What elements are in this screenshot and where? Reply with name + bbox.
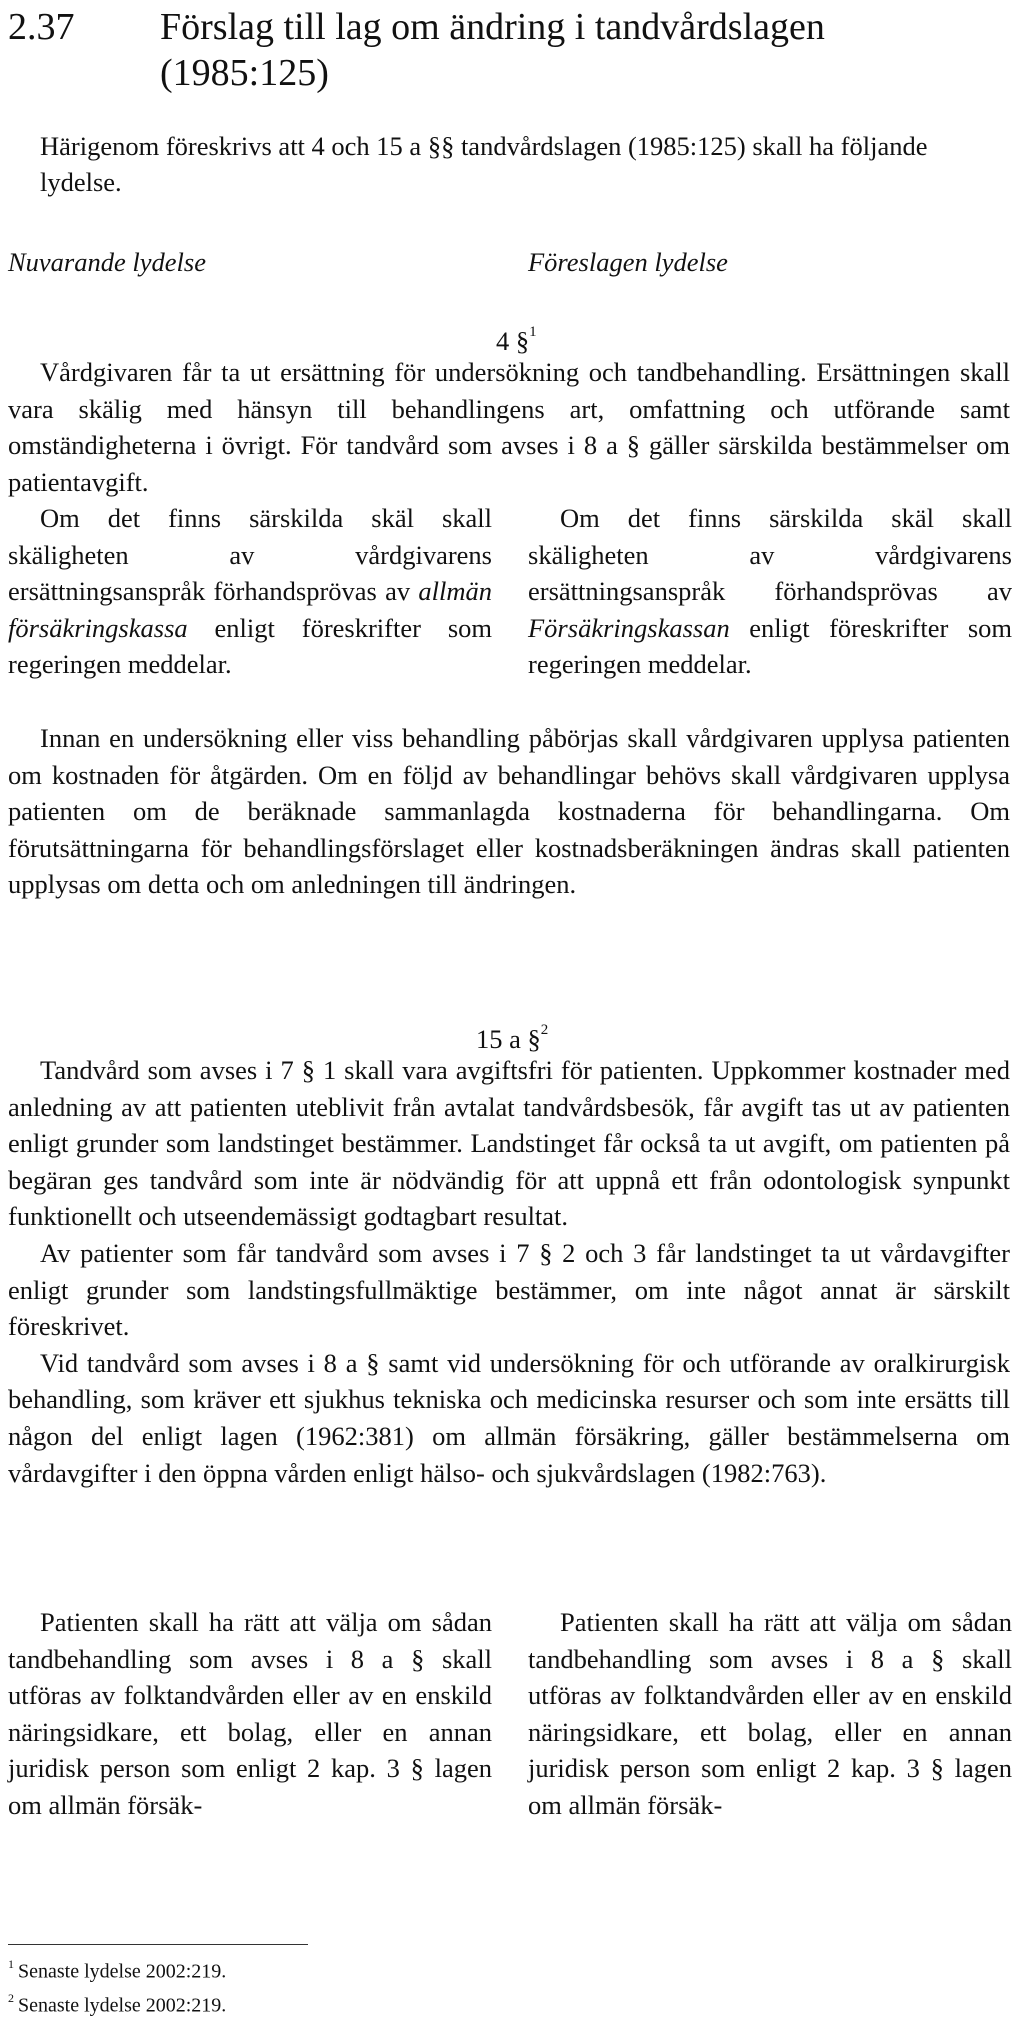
- amended-term-current: allmän försäkringskassa: [8, 576, 492, 643]
- amended-term-proposed: Försäkringskassan: [528, 612, 730, 643]
- section-title: Förslag till lag om ändring i tandvårdslagen (1985:125): [160, 6, 825, 94]
- para4-common-text: [8, 354, 1010, 500]
- para4-common-paragraph-2: Innan en undersökning eller viss behandling påbörjas skall vårdgivaren upplysa patienten om kostnaden för åtgärden. Om en följd av behandlingar behövs skall vårdgivaren upplysa patienten om de beräknade sammanlagda kostnaderna för behandlingarna. Om förutsättningarna för behandlingsförslaget eller kostnadsberäkningen ändras skall patienten upplysas om detta och om anledningen till ändringen.: [8, 723, 1010, 900]
- para15a-common-paragraph-1: Tandvård som avses i 7 § 1 skall vara avgiftsfri för patienten. Uppkommer kostnader med anledning av att patienten uteblivit från avtalat tandvårdsbesök, får avgift tas ut av patienten enligt grunder som landstinget bestämmer. Landstinget får också ta ut avgift, om patienten på begäran ges tandvård som inte är nödvändig för att uppnå ett från odontologisk synpunkt funktionellt och utseendemässigt godtagbart resultat.: [8, 1055, 1010, 1232]
- para4-common-text-2: [8, 720, 1010, 903]
- column-header-current: Nuvarande lydelse: [8, 247, 206, 277]
- para4-common-paragraph: Vårdgivaren får ta ut ersättning för undersökning och tandbehandling. Ersättningen skall vara skälig med hänsyn till behandlingens art, omfattning och utförande samt omständigheterna i övrigt. För tandvård som avses i 8 a § gäller särskilda bestämmelser om patientavgift.: [8, 357, 1010, 497]
- para15a-common-text: [8, 1052, 1010, 1491]
- footnote-2: $^2$ Senaste lydelse 2002:219.: [8, 1990, 227, 2017]
- footnote-ref: 2: [540, 1022, 549, 1038]
- paragraph-number-15a: [476, 1016, 548, 1057]
- column-header-proposed: Föreslagen lydelse: [528, 247, 728, 277]
- footnote-1: $^1$ Senaste lydelse 2002:219.: [8, 1957, 227, 1983]
- footnote-divider: [8, 1944, 308, 1945]
- footnotes: [8, 1952, 226, 2019]
- para15a-common-paragraph-2: Av patienter som får tandvård som avses i 7 § 2 och 3 får landstinget ta ut vårdavgifter enligt grunder som landstingsfullmäktige bestämmer, om inte något annat är särskilt föreskrivet.: [8, 1237, 1010, 1342]
- intro-paragraph: Härigenom föreskrivs att 4 och 15 a §§ tandvårdslagen (1985:125) skall ha följande lydelse.: [40, 131, 928, 197]
- paragraph-number-4: [496, 318, 537, 359]
- footnote-ref: 1: [529, 324, 537, 340]
- para4-current-column: [8, 500, 492, 683]
- section-number: 2.37: [8, 6, 75, 48]
- para15a-proposed-paragraph: Patienten skall ha rätt att välja om sådan tandbehandling som avses i 8 a § skall utföras av folktandvården eller av en enskild näringsidkare, ett bolag, eller en annan juridisk person som enligt 2 kap. 3 § lagen om allmän försäk-: [528, 1607, 1012, 1820]
- para15a-proposed-column: [528, 1604, 1012, 1824]
- paragraph-label: 4 §: [496, 325, 530, 356]
- para15a-common-paragraph-3: Vid tandvård som avses i 8 a § samt vid undersökning för och utförande av oralkirurgisk behandling, som kräver ett sjukhus tekniska och medicinska resurser och som inte ersätts till någon del enligt lagen (1962:381) om allmän försäkring, gäller bestämmelserna om vårdavgifter i den öppna vården enligt hälso- och sjukvårdslagen (1982:763).: [8, 1347, 1010, 1488]
- para4-proposed-column: [528, 500, 1012, 683]
- para15a-current-paragraph: Patienten skall ha rätt att välja om sådan tandbehandling som avses i 8 a § skall utföras av folktandvården eller av en enskild näringsidkare, ett bolag, eller en annan juridisk person som enligt 2 kap. 3 § lagen om allmän försäk-: [8, 1607, 492, 1820]
- para15a-current-column: [8, 1604, 492, 1824]
- para4-proposed-paragraph: Om det finns särskilda skäl skall skäligheten av vårdgivarens ersättningsanspråk förhandsprövas av Försäkringskassan enligt föreskrifter som regeringen meddelar.: [528, 503, 1012, 680]
- paragraph-label: 15 a §: [476, 1023, 541, 1054]
- para4-current-paragraph: Om det finns särskilda skäl skall skäligheten av vårdgivarens ersättningsanspråk förhandsprövas av allmän försäkringskassa enligt föreskrifter som regeringen meddelar.: [8, 503, 492, 680]
